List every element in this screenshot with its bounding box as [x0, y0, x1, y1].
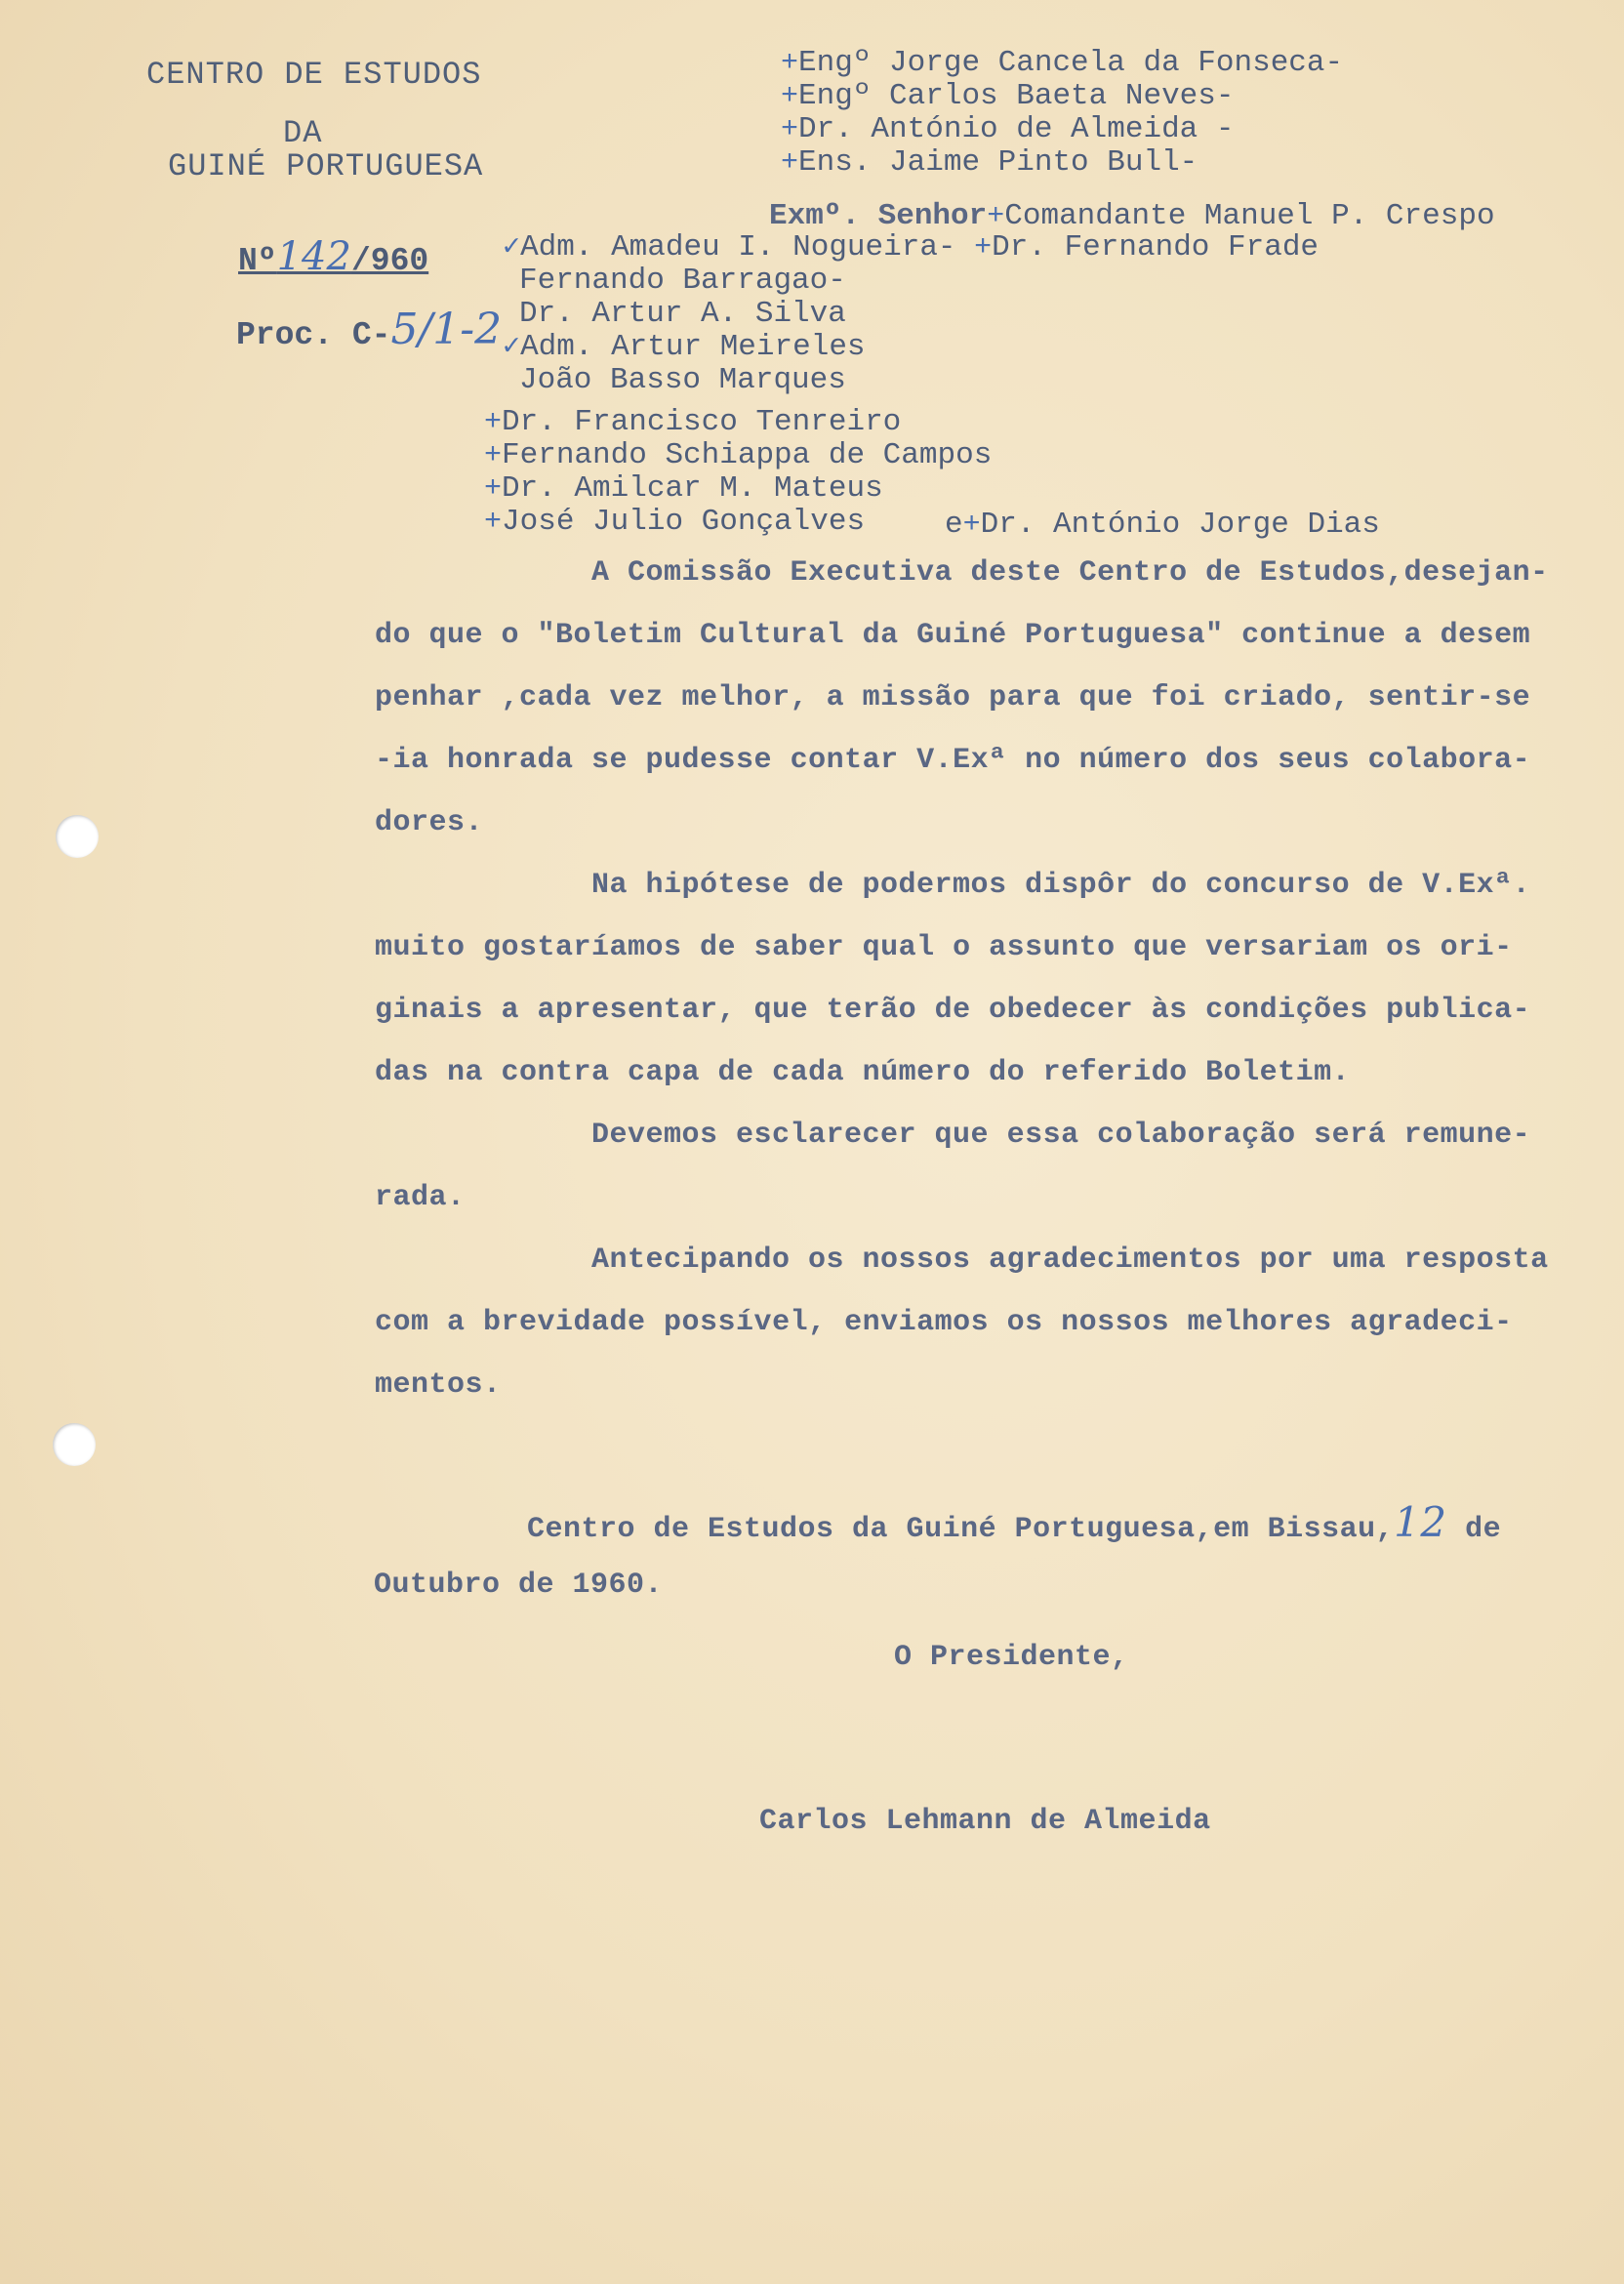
body-line: ginais a apresentar, que terão de obedecer às condições publica- — [375, 994, 1531, 1027]
cross-mark-icon: + — [781, 47, 799, 80]
letterhead-line-3: GUINÉ PORTUGUESA — [168, 148, 484, 184]
recipients-top — [781, 47, 1343, 180]
signatory-name: Carlos Lehmann de Almeida — [759, 1805, 1211, 1838]
body-line: -ia honrada se pudesse contar V.Exª no número dos seus colabora- — [375, 744, 1531, 777]
recipient-row — [503, 331, 1319, 364]
closing-month-year: Outubro de 1960. — [374, 1569, 664, 1602]
recipient-row — [781, 80, 1343, 113]
recipients-bottom — [484, 406, 992, 539]
recipient-name: Comandante Manuel P. Crespo — [1004, 199, 1495, 233]
letterhead-line-1: CENTRO DE ESTUDOS — [146, 57, 482, 93]
recipient-name: Dr. António Jorge Dias — [980, 508, 1380, 542]
cross-mark-icon: + — [962, 509, 981, 542]
body-line: rada. — [375, 1181, 466, 1214]
recipient-row — [781, 47, 1343, 80]
body-line: das na contra capa de cada número do referido Boletim. — [375, 1056, 1351, 1089]
closing-de: de — [1465, 1513, 1502, 1546]
recipient-row — [484, 472, 992, 506]
recipient-row — [503, 265, 1319, 298]
recipient-name: Dr. António de Almeida - — [798, 112, 1235, 146]
recipient-name: Adm. Artur Meireles — [520, 330, 866, 364]
body-line: Antecipando os nossos agradecimentos por uma resposta — [591, 1244, 1549, 1277]
salutation-line — [769, 200, 1495, 233]
reference-number — [238, 234, 428, 279]
cross-mark-icon: + — [484, 472, 503, 506]
recipient-last — [945, 509, 1380, 542]
punch-hole-top — [56, 815, 99, 858]
process-reference — [236, 305, 502, 354]
recipient-name: Dr. Amilcar M. Mateus — [502, 471, 883, 506]
recipient-row — [484, 439, 992, 472]
recipient-name: Adm. Amadeu I. Nogueira- — [520, 230, 956, 265]
body-line: Na hipótese de podermos dispôr do concurso de V.Exª. — [591, 869, 1531, 902]
cross-mark-icon: + — [974, 231, 993, 265]
recipient-name: Ens. Jaime Pinto Bull- — [798, 145, 1198, 180]
recipient-name: Dr. Artur A. Silva — [519, 297, 846, 331]
body-line: dores. — [375, 806, 484, 839]
recipient-conjunction: e — [945, 508, 963, 542]
process-handwritten: 5/1-2 — [390, 305, 503, 354]
recipient-row — [503, 364, 1319, 397]
body-line: penhar ,cada vez melhor, a missão para que foi criado, sentir-se — [375, 681, 1531, 714]
check-mark-icon: ✓ — [503, 331, 521, 364]
recipient-name: João Basso Marques — [519, 363, 846, 397]
recipient-name: Engº Jorge Cancela da Fonseca- — [798, 46, 1344, 80]
recipient-row — [484, 406, 992, 439]
cross-mark-icon: + — [781, 113, 799, 146]
salutation: Exmº. Senhor — [769, 199, 988, 233]
recipient-name: Engº Carlos Baeta Neves- — [798, 79, 1235, 113]
closing-place-date — [527, 1491, 1501, 1561]
body-line: com a brevidade possível, enviamos os nossos melhores agradeci- — [375, 1306, 1513, 1339]
cross-mark-icon: + — [781, 80, 799, 113]
closing-day-handwritten: 12 — [1394, 1498, 1447, 1546]
reference-number-prefix: Nº — [238, 243, 277, 279]
letterhead-line-2: DA — [283, 115, 323, 151]
cross-mark-icon: + — [484, 506, 503, 539]
recipient-name: Dr. Fernando Frade — [992, 230, 1320, 265]
recipient-name: Fernando Barragao- — [519, 264, 846, 298]
recipient-name: Fernando Schiappa de Campos — [502, 438, 993, 472]
recipient-row — [503, 231, 1319, 265]
cross-mark-icon: + — [781, 146, 799, 180]
punch-hole-bottom — [53, 1423, 96, 1466]
body-line: do que o "Boletim Cultural da Guiné Portuguesa" continue a desem — [375, 619, 1531, 652]
cross-mark-icon: + — [987, 200, 1005, 233]
process-label: Proc. C- — [236, 317, 391, 353]
body-line: A Comissão Executiva deste Centro de Estudos,desejan- — [591, 556, 1549, 590]
recipients-middle — [503, 231, 1319, 397]
recipient-row — [781, 113, 1343, 146]
body-line: muito gostaríamos de saber qual o assunto que versariam os ori- — [375, 931, 1513, 964]
recipient-name: Dr. Francisco Tenreiro — [502, 405, 902, 439]
check-mark-icon: ✓ — [503, 231, 521, 265]
body-line: Devemos esclarecer que essa colaboração será remune- — [591, 1119, 1531, 1152]
body-line: mentos. — [375, 1368, 502, 1402]
reference-number-handwritten: 142 — [276, 234, 351, 279]
closing-place: Centro de Estudos da Guiné Portuguesa,em Bissau, — [527, 1513, 1395, 1546]
letter-body — [375, 542, 1549, 1416]
cross-mark-icon: + — [484, 439, 503, 472]
reference-number-year: /960 — [350, 243, 429, 279]
recipient-row — [503, 298, 1319, 331]
closing-title: O Presidente, — [894, 1641, 1129, 1674]
recipient-row — [781, 146, 1343, 180]
cross-mark-icon: + — [484, 406, 503, 439]
recipient-row — [484, 506, 992, 539]
recipient-name: José Julio Gonçalves — [502, 505, 866, 539]
